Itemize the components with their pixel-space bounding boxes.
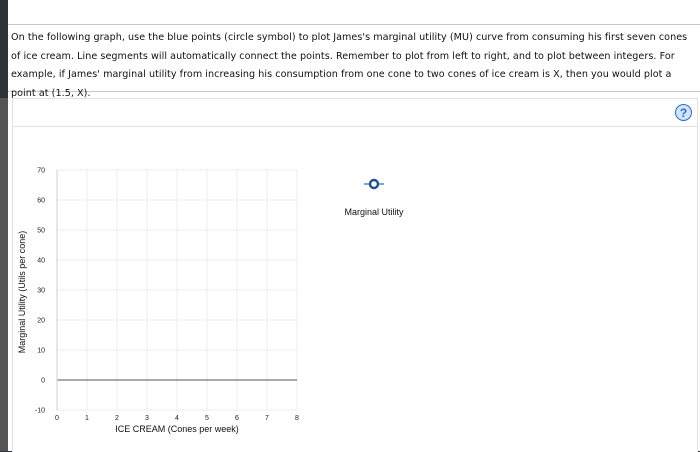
x-tick-label: 8 [295,415,299,422]
legend [344,180,404,217]
y-tick-label: 70 [37,167,45,175]
y-tick-label: 10 [37,347,45,355]
help-icon[interactable]: ? [675,104,692,121]
x-tick-label: 1 [85,415,89,422]
x-tick-label: 6 [235,415,239,422]
y-tick-label: -10 [34,407,45,415]
x-tick-label: 4 [175,415,179,422]
legend-circle-marker[interactable] [370,180,378,188]
x-axis-title: ICE CREAM (Cones per week) [115,424,239,434]
y-tick-label: 50 [37,227,45,235]
y-tick-label: 20 [37,317,45,325]
y-tick-label: 40 [37,257,45,265]
y-tick-label: 60 [37,197,45,205]
y-tick-label: 0 [41,377,45,385]
x-tick-label: 5 [205,415,209,422]
grid-layer [57,170,297,410]
x-tick-label: 0 [55,415,59,422]
y-tick-label: 30 [37,287,45,295]
x-tick-label: 3 [145,415,149,422]
legend-label-marginal-utility: Marginal Utility [344,207,404,217]
x-tick-label: 2 [115,415,119,422]
x-tick-label: 7 [265,415,269,422]
instructions-text: On the following graph, use the blue points (circle symbol) to plot James's marginal utility (MU) curve from consuming his first seven cones of ice cream. Line segments will automatically connect the points. Remember to plot from left to right, and to plot between integers. For example, if James' marginal utility from increasing his consumption from one cone to two cones of ice cream is X, then you would plot a point at (1.5, X). [11,32,688,99]
y-axis-title: Marginal Utility (Utils per cone) [17,230,27,354]
